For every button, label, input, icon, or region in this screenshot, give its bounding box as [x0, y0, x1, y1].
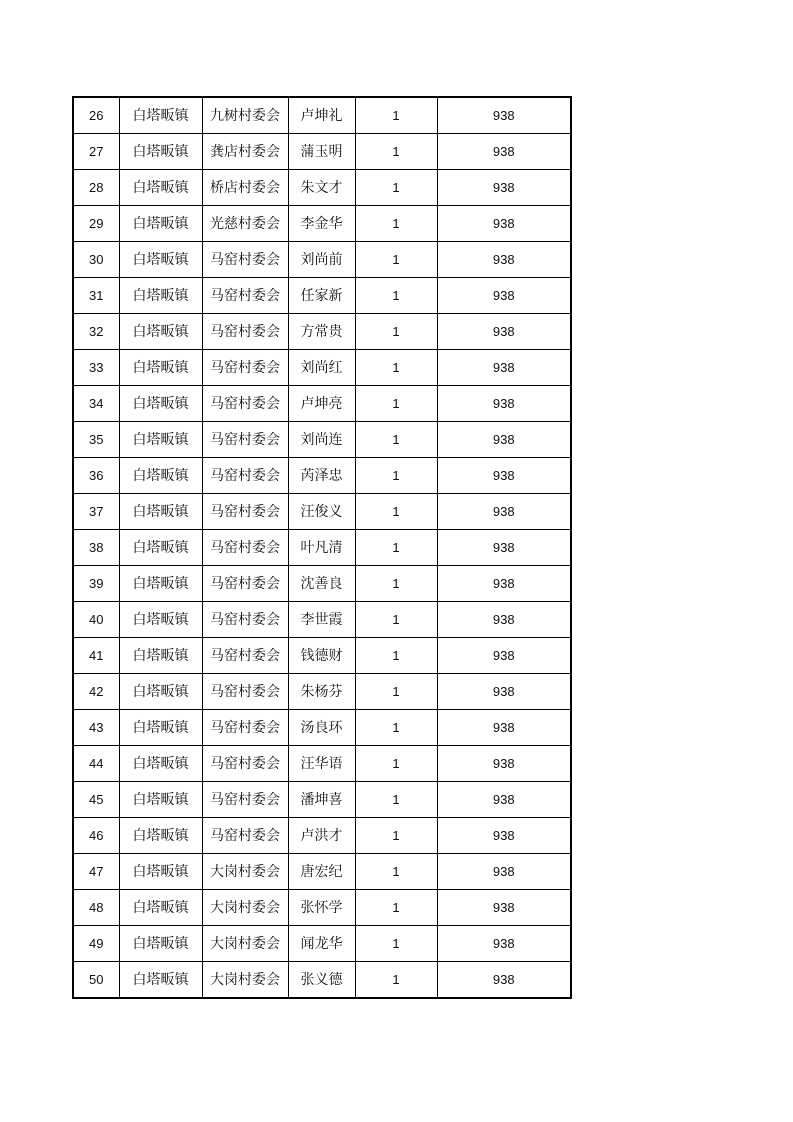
town-cell: 白塔畈镇	[119, 422, 202, 458]
town-cell: 白塔畈镇	[119, 566, 202, 602]
table-row	[73, 674, 571, 710]
count-cell: 1	[355, 458, 437, 494]
person-name-cell: 叶凡清	[288, 530, 355, 566]
row-number-cell: 40	[73, 602, 119, 638]
village-committee-cell: 马窑村委会	[202, 602, 288, 638]
row-number-cell: 28	[73, 170, 119, 206]
town-cell: 白塔畈镇	[119, 962, 202, 999]
village-committee-cell: 马窑村委会	[202, 674, 288, 710]
table-row	[73, 278, 571, 314]
person-name-cell: 汪华语	[288, 746, 355, 782]
table-row	[73, 350, 571, 386]
amount-cell: 938	[437, 566, 571, 602]
table-row	[73, 314, 571, 350]
row-number-cell: 47	[73, 854, 119, 890]
village-committee-cell: 九树村委会	[202, 97, 288, 134]
person-name-cell: 汤良环	[288, 710, 355, 746]
row-number-cell: 42	[73, 674, 119, 710]
town-cell: 白塔畈镇	[119, 638, 202, 674]
table-row	[73, 134, 571, 170]
person-name-cell: 刘尚前	[288, 242, 355, 278]
person-name-cell: 刘尚连	[288, 422, 355, 458]
row-number-cell: 43	[73, 710, 119, 746]
count-cell: 1	[355, 422, 437, 458]
town-cell: 白塔畈镇	[119, 890, 202, 926]
row-number-cell: 30	[73, 242, 119, 278]
person-name-cell: 李金华	[288, 206, 355, 242]
row-number-cell: 26	[73, 97, 119, 134]
table-row	[73, 206, 571, 242]
person-name-cell: 闻龙华	[288, 926, 355, 962]
town-cell: 白塔畈镇	[119, 926, 202, 962]
row-number-cell: 36	[73, 458, 119, 494]
amount-cell: 938	[437, 386, 571, 422]
table-row	[73, 962, 571, 999]
village-committee-cell: 大岗村委会	[202, 926, 288, 962]
amount-cell: 938	[437, 314, 571, 350]
count-cell: 1	[355, 386, 437, 422]
count-cell: 1	[355, 530, 437, 566]
count-cell: 1	[355, 746, 437, 782]
table-row	[73, 530, 571, 566]
village-committee-cell: 大岗村委会	[202, 890, 288, 926]
village-committee-cell: 马窑村委会	[202, 710, 288, 746]
count-cell: 1	[355, 674, 437, 710]
row-number-cell: 50	[73, 962, 119, 999]
amount-cell: 938	[437, 674, 571, 710]
amount-cell: 938	[437, 350, 571, 386]
village-committee-cell: 马窑村委会	[202, 782, 288, 818]
town-cell: 白塔畈镇	[119, 602, 202, 638]
person-name-cell: 潘坤喜	[288, 782, 355, 818]
count-cell: 1	[355, 602, 437, 638]
table-row	[73, 242, 571, 278]
count-cell: 1	[355, 854, 437, 890]
count-cell: 1	[355, 170, 437, 206]
person-name-cell: 卢坤亮	[288, 386, 355, 422]
table-row	[73, 602, 571, 638]
person-name-cell: 唐宏纪	[288, 854, 355, 890]
row-number-cell: 46	[73, 818, 119, 854]
count-cell: 1	[355, 494, 437, 530]
person-name-cell: 朱文才	[288, 170, 355, 206]
table-row	[73, 458, 571, 494]
town-cell: 白塔畈镇	[119, 494, 202, 530]
table-row	[73, 710, 571, 746]
person-name-cell: 任家新	[288, 278, 355, 314]
person-name-cell: 张怀学	[288, 890, 355, 926]
table-row	[73, 386, 571, 422]
amount-cell: 938	[437, 206, 571, 242]
village-committee-cell: 马窑村委会	[202, 386, 288, 422]
person-name-cell: 蒲玉明	[288, 134, 355, 170]
table-row	[73, 494, 571, 530]
amount-cell: 938	[437, 458, 571, 494]
row-number-cell: 27	[73, 134, 119, 170]
table-row	[73, 746, 571, 782]
count-cell: 1	[355, 206, 437, 242]
town-cell: 白塔畈镇	[119, 278, 202, 314]
town-cell: 白塔畈镇	[119, 530, 202, 566]
amount-cell: 938	[437, 242, 571, 278]
amount-cell: 938	[437, 962, 571, 999]
count-cell: 1	[355, 818, 437, 854]
count-cell: 1	[355, 350, 437, 386]
table-row	[73, 422, 571, 458]
row-number-cell: 29	[73, 206, 119, 242]
person-name-cell: 方常贵	[288, 314, 355, 350]
amount-cell: 938	[437, 134, 571, 170]
village-committee-cell: 马窑村委会	[202, 566, 288, 602]
village-committee-cell: 马窑村委会	[202, 458, 288, 494]
amount-cell: 938	[437, 746, 571, 782]
amount-cell: 938	[437, 530, 571, 566]
row-number-cell: 44	[73, 746, 119, 782]
table-row	[73, 890, 571, 926]
row-number-cell: 38	[73, 530, 119, 566]
village-committee-cell: 光慈村委会	[202, 206, 288, 242]
village-committee-cell: 桥店村委会	[202, 170, 288, 206]
person-name-cell: 钱德财	[288, 638, 355, 674]
amount-cell: 938	[437, 170, 571, 206]
row-number-cell: 45	[73, 782, 119, 818]
village-committee-cell: 马窑村委会	[202, 242, 288, 278]
count-cell: 1	[355, 242, 437, 278]
row-number-cell: 34	[73, 386, 119, 422]
table-row	[73, 97, 571, 134]
amount-cell: 938	[437, 422, 571, 458]
amount-cell: 938	[437, 97, 571, 134]
town-cell: 白塔畈镇	[119, 458, 202, 494]
row-number-cell: 37	[73, 494, 119, 530]
row-number-cell: 41	[73, 638, 119, 674]
person-name-cell: 朱杨芬	[288, 674, 355, 710]
person-name-cell: 卢洪才	[288, 818, 355, 854]
person-name-cell: 李世霞	[288, 602, 355, 638]
row-number-cell: 48	[73, 890, 119, 926]
table-body	[73, 97, 571, 998]
person-name-cell: 刘尚红	[288, 350, 355, 386]
count-cell: 1	[355, 710, 437, 746]
count-cell: 1	[355, 962, 437, 999]
town-cell: 白塔畈镇	[119, 350, 202, 386]
person-name-cell: 汪俊义	[288, 494, 355, 530]
town-cell: 白塔畈镇	[119, 170, 202, 206]
table-row	[73, 926, 571, 962]
amount-cell: 938	[437, 494, 571, 530]
table-row	[73, 854, 571, 890]
amount-cell: 938	[437, 602, 571, 638]
table-row	[73, 170, 571, 206]
count-cell: 1	[355, 566, 437, 602]
count-cell: 1	[355, 134, 437, 170]
town-cell: 白塔畈镇	[119, 854, 202, 890]
village-committee-cell: 马窑村委会	[202, 530, 288, 566]
row-number-cell: 49	[73, 926, 119, 962]
town-cell: 白塔畈镇	[119, 206, 202, 242]
amount-cell: 938	[437, 854, 571, 890]
beneficiary-table	[72, 96, 572, 999]
village-committee-cell: 马窑村委会	[202, 746, 288, 782]
village-committee-cell: 龚店村委会	[202, 134, 288, 170]
amount-cell: 938	[437, 710, 571, 746]
village-committee-cell: 马窑村委会	[202, 278, 288, 314]
town-cell: 白塔畈镇	[119, 818, 202, 854]
town-cell: 白塔畈镇	[119, 746, 202, 782]
row-number-cell: 39	[73, 566, 119, 602]
person-name-cell: 芮泽忠	[288, 458, 355, 494]
count-cell: 1	[355, 782, 437, 818]
town-cell: 白塔畈镇	[119, 782, 202, 818]
town-cell: 白塔畈镇	[119, 314, 202, 350]
town-cell: 白塔畈镇	[119, 134, 202, 170]
village-committee-cell: 大岗村委会	[202, 962, 288, 999]
village-committee-cell: 大岗村委会	[202, 854, 288, 890]
town-cell: 白塔畈镇	[119, 674, 202, 710]
count-cell: 1	[355, 278, 437, 314]
row-number-cell: 32	[73, 314, 119, 350]
amount-cell: 938	[437, 890, 571, 926]
count-cell: 1	[355, 926, 437, 962]
town-cell: 白塔畈镇	[119, 242, 202, 278]
row-number-cell: 31	[73, 278, 119, 314]
table-row	[73, 818, 571, 854]
amount-cell: 938	[437, 926, 571, 962]
village-committee-cell: 马窑村委会	[202, 350, 288, 386]
village-committee-cell: 马窑村委会	[202, 494, 288, 530]
table-row	[73, 566, 571, 602]
town-cell: 白塔畈镇	[119, 386, 202, 422]
amount-cell: 938	[437, 818, 571, 854]
amount-cell: 938	[437, 782, 571, 818]
person-name-cell: 张义德	[288, 962, 355, 999]
table-row	[73, 638, 571, 674]
village-committee-cell: 马窑村委会	[202, 638, 288, 674]
table-row	[73, 782, 571, 818]
count-cell: 1	[355, 890, 437, 926]
village-committee-cell: 马窑村委会	[202, 818, 288, 854]
row-number-cell: 33	[73, 350, 119, 386]
town-cell: 白塔畈镇	[119, 710, 202, 746]
row-number-cell: 35	[73, 422, 119, 458]
amount-cell: 938	[437, 278, 571, 314]
count-cell: 1	[355, 314, 437, 350]
count-cell: 1	[355, 638, 437, 674]
person-name-cell: 沈善良	[288, 566, 355, 602]
town-cell: 白塔畈镇	[119, 97, 202, 134]
amount-cell: 938	[437, 638, 571, 674]
village-committee-cell: 马窑村委会	[202, 314, 288, 350]
count-cell: 1	[355, 97, 437, 134]
person-name-cell: 卢坤礼	[288, 97, 355, 134]
village-committee-cell: 马窑村委会	[202, 422, 288, 458]
